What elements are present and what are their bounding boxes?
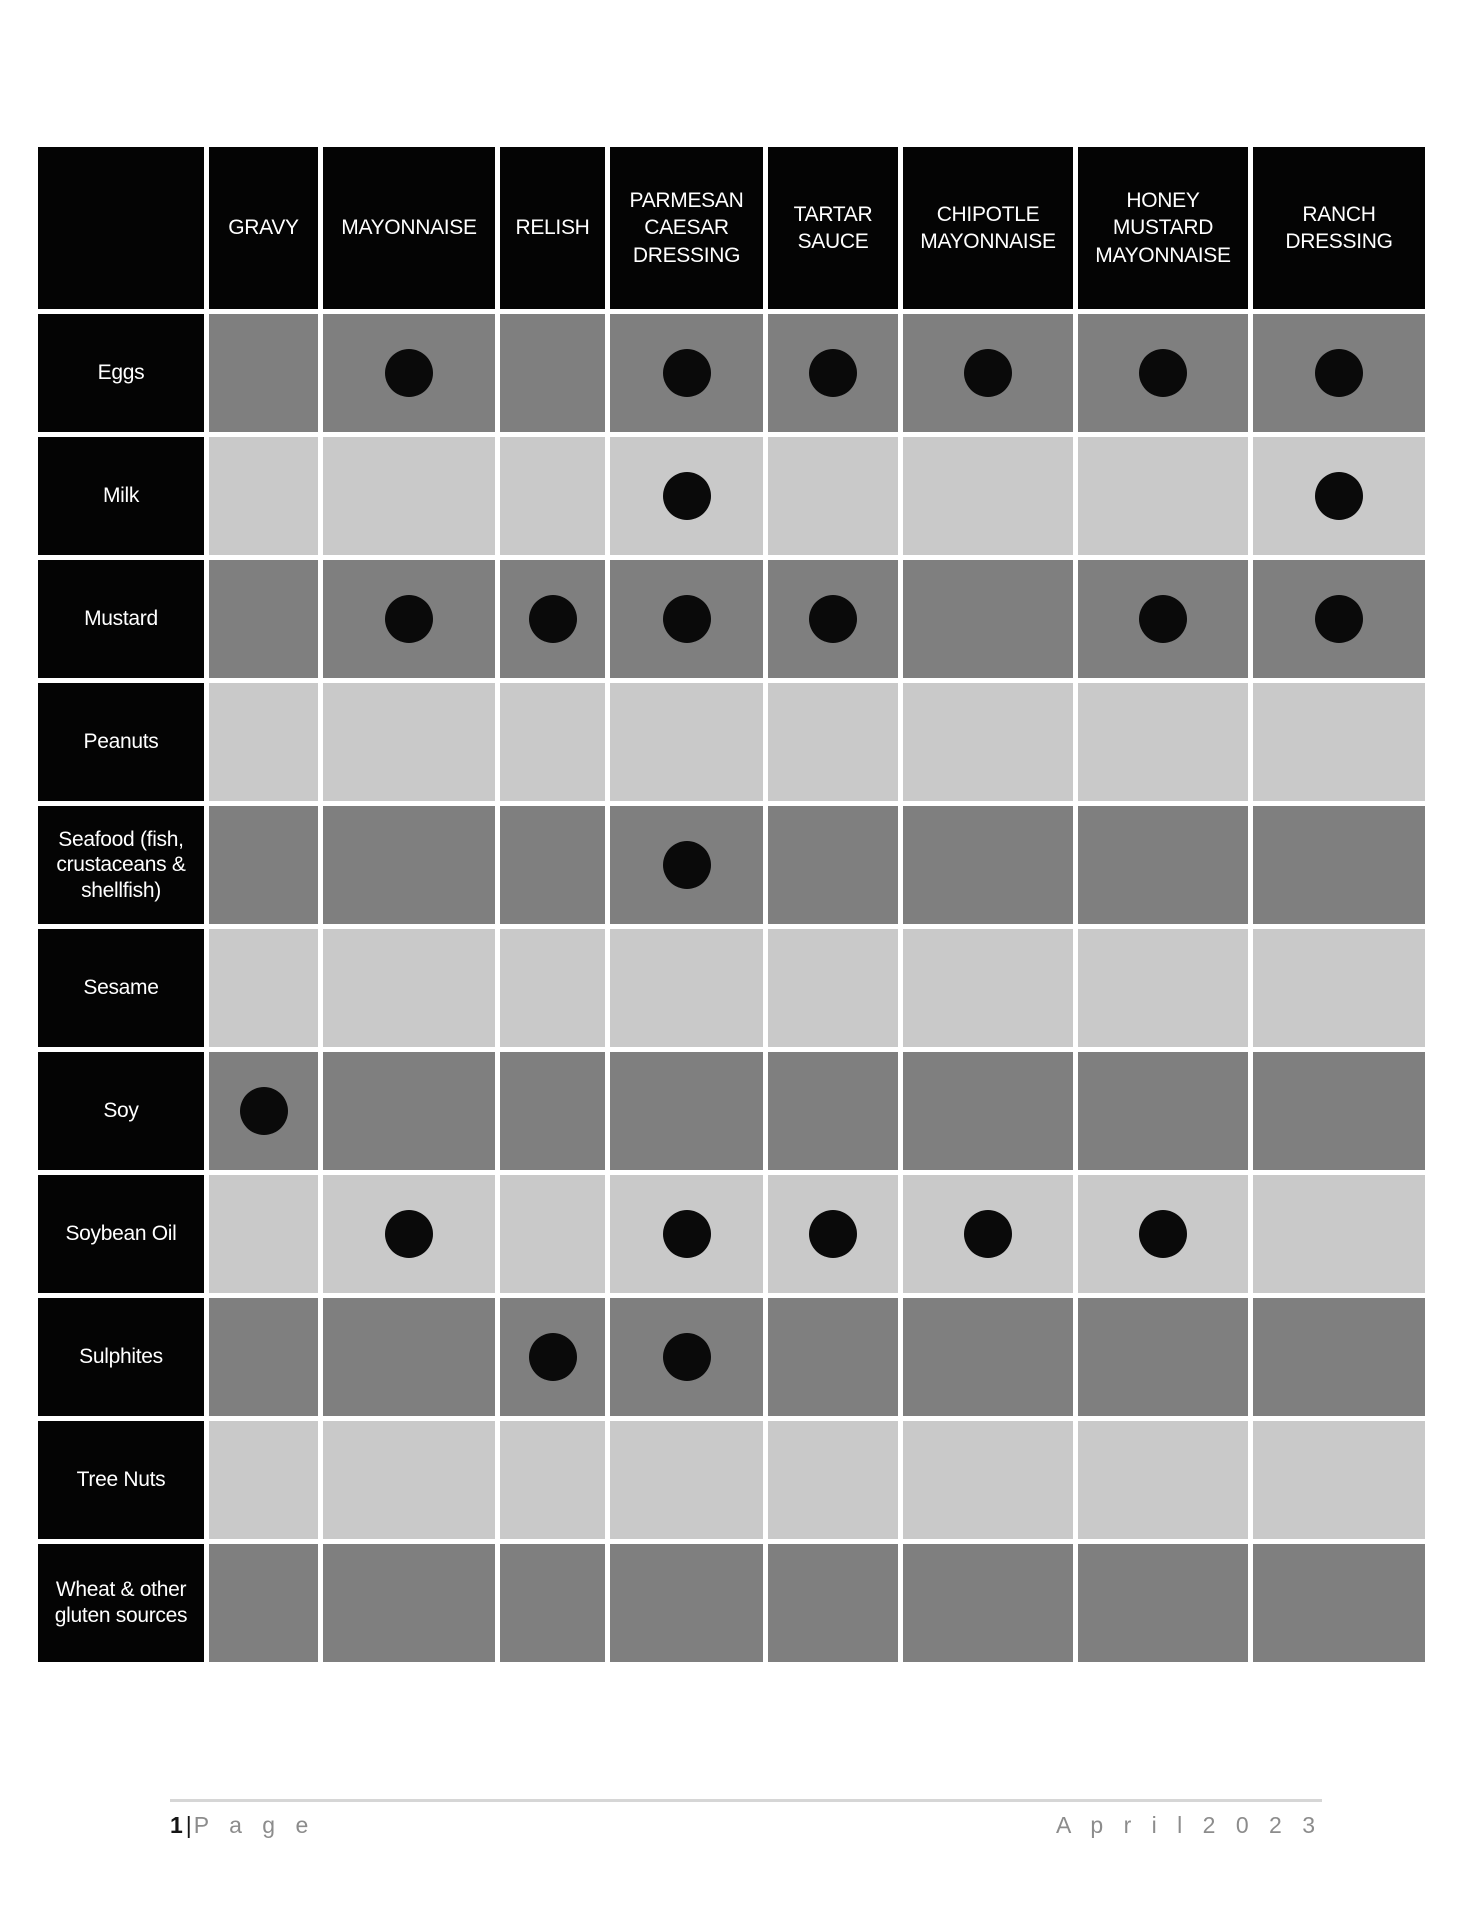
- matrix-cell-seafood-fish-crustaceans-shellfish-relish: [500, 806, 605, 924]
- page-word-label: P a g e: [193, 1812, 316, 1838]
- matrix-cell-soybean-oil-tartar-sauce: [768, 1175, 898, 1293]
- matrix-cell-tree-nuts-mayonnaise: [323, 1421, 495, 1539]
- matrix-cell-seafood-fish-crustaceans-shellfish-honey-mustard-mayonnaise: [1078, 806, 1248, 924]
- matrix-cell-sesame-gravy: [209, 929, 318, 1047]
- matrix-cell-tree-nuts-chipotle-mayonnaise: [903, 1421, 1073, 1539]
- matrix-cell-soybean-oil-mayonnaise: [323, 1175, 495, 1293]
- row-label-soy: Soy: [38, 1052, 204, 1170]
- matrix-cell-soy-chipotle-mayonnaise: [903, 1052, 1073, 1170]
- matrix-cell-peanuts-parmesan-caesar-dressing: [610, 683, 763, 801]
- row-label-peanuts: Peanuts: [38, 683, 204, 801]
- row-label-sulphites: Sulphites: [38, 1298, 204, 1416]
- column-header-mayonnaise: MAYONNAISE: [323, 147, 495, 309]
- allergen-present-dot: [529, 1333, 577, 1381]
- matrix-cell-mustard-honey-mustard-mayonnaise: [1078, 560, 1248, 678]
- matrix-cell-mustard-gravy: [209, 560, 318, 678]
- matrix-cell-soy-tartar-sauce: [768, 1052, 898, 1170]
- matrix-cell-mustard-chipotle-mayonnaise: [903, 560, 1073, 678]
- column-header-chipotle-mayonnaise: CHIPOTLE MAYONNAISE: [903, 147, 1073, 309]
- matrix-cell-milk-honey-mustard-mayonnaise: [1078, 437, 1248, 555]
- matrix-cell-eggs-gravy: [209, 314, 318, 432]
- matrix-cell-milk-mayonnaise: [323, 437, 495, 555]
- allergen-present-dot: [964, 349, 1012, 397]
- matrix-cell-eggs-honey-mustard-mayonnaise: [1078, 314, 1248, 432]
- matrix-cell-eggs-tartar-sauce: [768, 314, 898, 432]
- column-header-parmesan-caesar-dressing: PARMESAN CAESAR DRESSING: [610, 147, 763, 309]
- allergen-present-dot: [240, 1087, 288, 1135]
- matrix-cell-tree-nuts-honey-mustard-mayonnaise: [1078, 1421, 1248, 1539]
- row-label-eggs: Eggs: [38, 314, 204, 432]
- matrix-cell-soybean-oil-ranch-dressing: [1253, 1175, 1425, 1293]
- matrix-cell-eggs-chipotle-mayonnaise: [903, 314, 1073, 432]
- allergen-present-dot: [529, 595, 577, 643]
- allergen-present-dot: [1139, 1210, 1187, 1258]
- matrix-cell-wheat-other-gluten-sources-tartar-sauce: [768, 1544, 898, 1662]
- allergen-present-dot: [385, 595, 433, 643]
- matrix-cell-peanuts-mayonnaise: [323, 683, 495, 801]
- matrix-cell-sulphites-gravy: [209, 1298, 318, 1416]
- column-header-gravy: GRAVY: [209, 147, 318, 309]
- matrix-cell-soybean-oil-gravy: [209, 1175, 318, 1293]
- matrix-cell-sulphites-honey-mustard-mayonnaise: [1078, 1298, 1248, 1416]
- allergen-present-dot: [663, 1210, 711, 1258]
- matrix-cell-sulphites-parmesan-caesar-dressing: [610, 1298, 763, 1416]
- allergen-present-dot: [385, 1210, 433, 1258]
- row-label-milk: Milk: [38, 437, 204, 555]
- matrix-cell-soybean-oil-chipotle-mayonnaise: [903, 1175, 1073, 1293]
- matrix-cell-soybean-oil-parmesan-caesar-dressing: [610, 1175, 763, 1293]
- matrix-cell-seafood-fish-crustaceans-shellfish-chipotle-mayonnaise: [903, 806, 1073, 924]
- allergen-present-dot: [663, 841, 711, 889]
- matrix-cell-peanuts-tartar-sauce: [768, 683, 898, 801]
- matrix-cell-seafood-fish-crustaceans-shellfish-parmesan-caesar-dressing: [610, 806, 763, 924]
- page-number-block: [170, 1812, 315, 1839]
- page-footer: [170, 1812, 1322, 1839]
- matrix-cell-mustard-mayonnaise: [323, 560, 495, 678]
- matrix-cell-sesame-tartar-sauce: [768, 929, 898, 1047]
- matrix-cell-tree-nuts-ranch-dressing: [1253, 1421, 1425, 1539]
- matrix-cell-sesame-honey-mustard-mayonnaise: [1078, 929, 1248, 1047]
- matrix-cell-sulphites-relish: [500, 1298, 605, 1416]
- matrix-cell-mustard-relish: [500, 560, 605, 678]
- matrix-cell-tree-nuts-relish: [500, 1421, 605, 1539]
- matrix-cell-soy-parmesan-caesar-dressing: [610, 1052, 763, 1170]
- matrix-cell-seafood-fish-crustaceans-shellfish-gravy: [209, 806, 318, 924]
- matrix-cell-wheat-other-gluten-sources-chipotle-mayonnaise: [903, 1544, 1073, 1662]
- matrix-cell-seafood-fish-crustaceans-shellfish-tartar-sauce: [768, 806, 898, 924]
- matrix-cell-sulphites-mayonnaise: [323, 1298, 495, 1416]
- matrix-cell-soy-honey-mustard-mayonnaise: [1078, 1052, 1248, 1170]
- matrix-cell-milk-gravy: [209, 437, 318, 555]
- footer-separator: |: [185, 1812, 192, 1838]
- row-label-sesame: Sesame: [38, 929, 204, 1047]
- allergen-present-dot: [385, 349, 433, 397]
- matrix-cell-peanuts-chipotle-mayonnaise: [903, 683, 1073, 801]
- matrix-cell-sesame-mayonnaise: [323, 929, 495, 1047]
- page-number: 1: [170, 1812, 184, 1838]
- matrix-cell-wheat-other-gluten-sources-gravy: [209, 1544, 318, 1662]
- row-label-soybean-oil: Soybean Oil: [38, 1175, 204, 1293]
- matrix-cell-peanuts-honey-mustard-mayonnaise: [1078, 683, 1248, 801]
- row-label-seafood-fish-crustaceans-shellfish: Seafood (fish, crustaceans & shellfish): [38, 806, 204, 924]
- matrix-cell-milk-relish: [500, 437, 605, 555]
- matrix-cell-milk-tartar-sauce: [768, 437, 898, 555]
- matrix-cell-sesame-chipotle-mayonnaise: [903, 929, 1073, 1047]
- allergen-present-dot: [663, 595, 711, 643]
- allergen-present-dot: [663, 349, 711, 397]
- matrix-cell-sesame-parmesan-caesar-dressing: [610, 929, 763, 1047]
- matrix-cell-peanuts-gravy: [209, 683, 318, 801]
- matrix-cell-tree-nuts-tartar-sauce: [768, 1421, 898, 1539]
- matrix-cell-sulphites-ranch-dressing: [1253, 1298, 1425, 1416]
- matrix-cell-soy-mayonnaise: [323, 1052, 495, 1170]
- matrix-cell-milk-ranch-dressing: [1253, 437, 1425, 555]
- matrix-cell-eggs-mayonnaise: [323, 314, 495, 432]
- matrix-cell-milk-parmesan-caesar-dressing: [610, 437, 763, 555]
- matrix-cell-eggs-parmesan-caesar-dressing: [610, 314, 763, 432]
- allergen-present-dot: [1315, 595, 1363, 643]
- matrix-cell-wheat-other-gluten-sources-relish: [500, 1544, 605, 1662]
- matrix-cell-sulphites-tartar-sauce: [768, 1298, 898, 1416]
- matrix-cell-soy-relish: [500, 1052, 605, 1170]
- matrix-cell-mustard-parmesan-caesar-dressing: [610, 560, 763, 678]
- allergen-present-dot: [1315, 472, 1363, 520]
- matrix-cell-mustard-ranch-dressing: [1253, 560, 1425, 678]
- matrix-cell-soybean-oil-relish: [500, 1175, 605, 1293]
- allergen-present-dot: [809, 349, 857, 397]
- footer-date: A p r i l 2 0 2 3: [1055, 1812, 1322, 1838]
- matrix-cell-wheat-other-gluten-sources-mayonnaise: [323, 1544, 495, 1662]
- matrix-cell-tree-nuts-parmesan-caesar-dressing: [610, 1421, 763, 1539]
- matrix-cell-sulphites-chipotle-mayonnaise: [903, 1298, 1073, 1416]
- row-label-tree-nuts: Tree Nuts: [38, 1421, 204, 1539]
- row-label-wheat-other-gluten-sources: Wheat & other gluten sources: [38, 1544, 204, 1662]
- column-header-tartar-sauce: TARTAR SAUCE: [768, 147, 898, 309]
- matrix-cell-peanuts-ranch-dressing: [1253, 683, 1425, 801]
- allergen-present-dot: [809, 595, 857, 643]
- matrix-cell-wheat-other-gluten-sources-honey-mustard-mayonnaise: [1078, 1544, 1248, 1662]
- matrix-cell-seafood-fish-crustaceans-shellfish-mayonnaise: [323, 806, 495, 924]
- footer-divider-line: [170, 1799, 1322, 1802]
- table-corner-cell: [38, 147, 204, 309]
- matrix-cell-mustard-tartar-sauce: [768, 560, 898, 678]
- matrix-cell-tree-nuts-gravy: [209, 1421, 318, 1539]
- allergen-present-dot: [663, 472, 711, 520]
- matrix-cell-wheat-other-gluten-sources-parmesan-caesar-dressing: [610, 1544, 763, 1662]
- matrix-cell-peanuts-relish: [500, 683, 605, 801]
- matrix-cell-seafood-fish-crustaceans-shellfish-ranch-dressing: [1253, 806, 1425, 924]
- matrix-cell-eggs-relish: [500, 314, 605, 432]
- allergen-present-dot: [1139, 595, 1187, 643]
- row-label-mustard: Mustard: [38, 560, 204, 678]
- column-header-ranch-dressing: RANCH DRESSING: [1253, 147, 1425, 309]
- matrix-cell-soy-ranch-dressing: [1253, 1052, 1425, 1170]
- allergen-present-dot: [964, 1210, 1012, 1258]
- allergen-present-dot: [1315, 349, 1363, 397]
- matrix-cell-soybean-oil-honey-mustard-mayonnaise: [1078, 1175, 1248, 1293]
- allergen-present-dot: [1139, 349, 1187, 397]
- allergen-present-dot: [663, 1333, 711, 1381]
- allergen-present-dot: [809, 1210, 857, 1258]
- column-header-relish: RELISH: [500, 147, 605, 309]
- matrix-cell-soy-gravy: [209, 1052, 318, 1170]
- matrix-cell-wheat-other-gluten-sources-ranch-dressing: [1253, 1544, 1425, 1662]
- matrix-cell-eggs-ranch-dressing: [1253, 314, 1425, 432]
- matrix-cell-sesame-relish: [500, 929, 605, 1047]
- column-header-honey-mustard-mayonnaise: HONEY MUSTARD MAYONNAISE: [1078, 147, 1248, 309]
- matrix-cell-milk-chipotle-mayonnaise: [903, 437, 1073, 555]
- allergen-matrix-table: [38, 147, 1425, 1662]
- matrix-cell-sesame-ranch-dressing: [1253, 929, 1425, 1047]
